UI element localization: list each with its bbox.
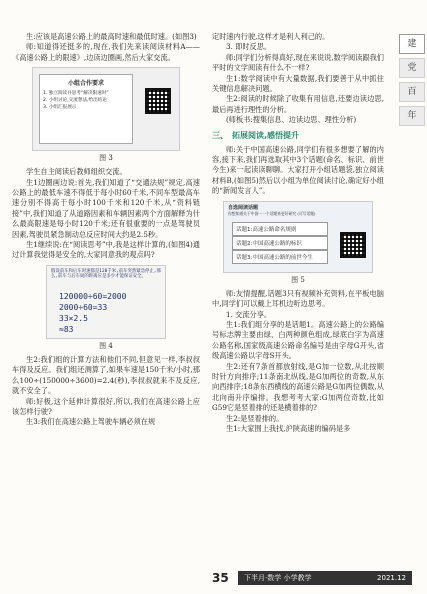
paragraph: 生2:阅读的时候除了收集有用信息,还要边读边思,最后再进行理性的分析。 (212, 94, 384, 114)
paragraph: 生3:我们在高速公路上驾驶车辆必须在规 (26, 417, 156, 427)
figure-4 (46, 265, 166, 339)
figure-5-caption: 图 5 (291, 275, 305, 284)
paragraph: 师:好极,这个延伸计算很好,所以,我们在高速公路上应该怎样行驶? (12, 396, 200, 416)
topic-3-box: 话题3:中国高速公路的前世今生 (232, 250, 328, 264)
figure-4-caption: 图 4 (99, 341, 113, 350)
figure-4-calc-4: ≈83 (59, 324, 74, 334)
figure-3-title: 小组合作要求 (67, 80, 104, 88)
figure-3-line: 3. 小组汇报展示 (43, 105, 77, 111)
tab-nian: 年 (399, 106, 425, 126)
page-number: 35 (212, 571, 229, 585)
paragraph: 3. 即时反思。 (226, 42, 272, 52)
figure-5 (223, 201, 373, 273)
paragraph: 生2:还有7条首都放射线,是G加一位数,从北按顺时针方向排序;11条南北纵线,是G加两位的奇数,从东向西排序;18条东西横线的高速公路是G加两位偶数,从北向南升序编排。我想考考大家:G加两位奇数,比如G59它是竖着排的还是横着排的? (212, 361, 384, 413)
section-heading (212, 130, 384, 141)
issue-date: 2021.12 (377, 574, 406, 582)
paragraph: 生2:我们组的计算方法和他们不同,但意见一样,李叔叔车得及反应。我们组还测算了,如果车速是150千米/小时,那么100÷(150000÷3600)=2.4(秒),李叔叔就来不及反应,就不安全了。 (12, 354, 200, 396)
figure-3 (32, 67, 180, 151)
figure-3-line: 1. 独立阅读并思考“解决限速时” (43, 91, 109, 97)
footer-bar (238, 571, 412, 585)
figure-4-note: 假设前车和后车时速都是120千米,前车突然紧急停止,那么,前车与后车间的距离应是多少才能保证安全。 (51, 268, 161, 280)
figure-5-title: 自选阅读话题 (228, 204, 259, 211)
section-number: 三、 (212, 130, 228, 140)
figure-5-subtitle: 你想知道关于中国···一个话题来更好研究 (可写话题) (228, 210, 316, 216)
figure-4-calc-3: 33×2.5 (59, 313, 88, 323)
figure-3-caption: 图 3 (99, 154, 113, 163)
paragraph: 生:应该是高速公路上的最高时速和最低时速。(如图3) (26, 32, 197, 41)
paragraph: 生1边圈画边说:首先,我们知道了“交通法规”规定,高速公路上的最低车速不得低于每小时60千米,不同车型最高车速分别不得高于每小时100千米和120千米,从“资料链接”中,我们知道了从道路因素和车辆因素两个方面解释为什么最高限速是每小时120千米;还有很重要的一点是驾驶员因素,驾驶员紧急制动总反应时间大约是2.5秒。 (12, 177, 200, 239)
tab-jian: 建 (399, 34, 425, 54)
paragraph: 师:知道得还挺多的,现在,我们先来读阅读材料A——《高速公路上的限速》,边读边圈画,然后大家交流。 (12, 42, 200, 62)
paragraph: 生1:数学阅读中有大量数据,我们要善于从中抓住关键信息解决问题。 (212, 73, 384, 94)
paragraph: 定时速内行驶,这样才是利人利己的。 (212, 32, 330, 41)
right-column (212, 32, 384, 434)
page-footer (212, 570, 412, 586)
paragraph: 师:同学们分析得真好,现在来说说,数学阅读跟我们平时的文学阅读有什么不一样? (212, 52, 384, 73)
tab-bai: 百 (399, 82, 425, 102)
paragraph: 生2:是竖着排的。 (226, 413, 284, 423)
paragraph: 生1继续说:在“阅读思考”中,我是这样计算的,(如图4)通过计算我觉得是安全的,大家同意我的观点吗? (12, 240, 200, 260)
qr-code-icon (340, 232, 366, 258)
paragraph: 生1:我们组分享的是话题1。高速公路上的公路编号标志牌主要由绿、白两种颜色组成,绿底白字为高速公路名称,国家级高速公路命名编号是由字母G开头,省级高速公路以字母S开头。 (212, 319, 384, 361)
figure-3-line: 2. 小组讨论,交流想法,给出结论 (43, 98, 107, 104)
qr-code-icon (145, 88, 171, 114)
paragraph: 学生自主阅读后教师组织交流。 (26, 167, 127, 177)
figure-3-card (39, 74, 133, 144)
paragraph: (师板书:搜集信息、边读边思、理性分析) (226, 115, 357, 125)
tab-dang: 党 (399, 58, 425, 78)
left-column (12, 32, 200, 428)
paragraph: 师:友情提醒,话题3只有视频补充资料,在平板电脑中,同学们可以戴上耳机边听边思考。 (212, 288, 384, 309)
side-tabs (399, 34, 427, 130)
topic-2-box: 话题2:中国高速公路的标识 (232, 236, 328, 250)
figure-4-calc-1: 120000÷60=2000 (59, 291, 127, 301)
paragraph: 师:关于中国高速公路,同学们有很多想要了解的内容,接下来,我们再选取其中3个话题(命名、标识、前世今生)来一起读读聊聊。大家打开小组话题袋,独立阅读材料B,(如图5)然后以小组为单位阅读讨论,确定好小组的“新闻发言人”。 (212, 144, 384, 196)
figure-4-calc-2: 2000÷60=33 (59, 302, 108, 312)
paragraph: 1. 交流分享。 (226, 309, 272, 319)
paragraph: 生1:大家围上我找,沪陕高速的编码是多 (226, 423, 351, 433)
magazine-name: 下半月·数学 小学教学 (244, 574, 312, 582)
section-title: 拓展阅读,感悟提升 (232, 130, 300, 140)
topic-1-box: 话题1:高速公路命名规则 (232, 222, 328, 236)
